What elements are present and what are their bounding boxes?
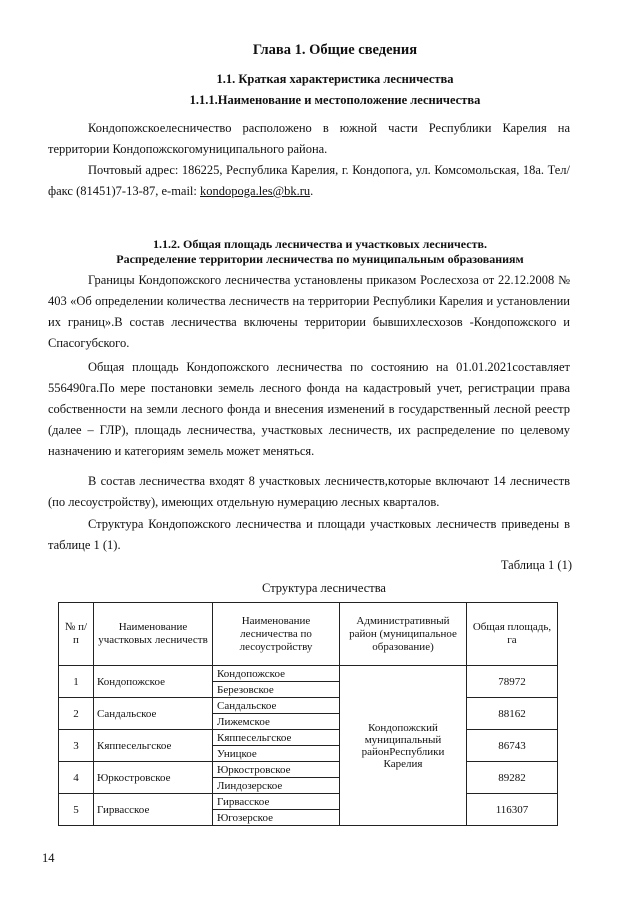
row-les: Сандальское (213, 698, 340, 714)
row-num: 4 (59, 762, 94, 794)
contact-suffix: . (310, 184, 314, 198)
table-label: Таблица 1 (1) (500, 558, 572, 572)
section-title: 1.1. Краткая характеристика лесничества (216, 72, 454, 86)
table-row (59, 666, 558, 682)
area-section-title (60, 237, 580, 267)
row-area: 116307 (467, 794, 558, 826)
page-number: 14 (42, 851, 55, 865)
row-area: 89282 (467, 762, 558, 794)
area-title-line-1: 1.1.2. Общая площадь лесничества и участковых лесничеств. (153, 237, 487, 251)
table-row (59, 762, 558, 778)
row-uch: Гирвасское (94, 794, 213, 826)
chapter-title: Глава 1. Общие сведения (252, 42, 418, 58)
row-les: Кяппесельгское (213, 730, 340, 746)
location-paragraph: Кондопожскоелесничество расположено в южной части Республики Карелия на территории Кондопожскогомуниципального района. (48, 121, 570, 156)
table-caption: Структура лесничества (262, 581, 386, 595)
row-area: 78972 (467, 666, 558, 698)
row-num: 5 (59, 794, 94, 826)
structure-paragraph: Структура Кондопожского лесничества и площади участковых лесничеств приведены в таблице 1 (1). (48, 517, 570, 552)
row-uch: Юркостровское (94, 762, 213, 794)
row-les: Линдозерское (213, 778, 340, 794)
table-row (59, 730, 558, 746)
row-les: Гирвасское (213, 794, 340, 810)
contact-paragraph (48, 160, 570, 202)
header-num: № п/п (59, 603, 94, 666)
row-num: 1 (59, 666, 94, 698)
table-row (59, 698, 558, 714)
header-les: Наименование лесничества по лесоустройству (213, 603, 340, 666)
row-les: Березовское (213, 682, 340, 698)
header-adm: Административный район (муниципальное образование) (340, 603, 467, 666)
row-les: Югозерское (213, 810, 340, 826)
row-num: 3 (59, 730, 94, 762)
table-header-row (59, 603, 558, 666)
row-area: 86743 (467, 730, 558, 762)
row-les: Лижемское (213, 714, 340, 730)
subsection-title: 1.1.1.Наименование и местоположение лесничества (189, 93, 481, 107)
total-area-paragraph: Общая площадь Кондопожского лесничества по состоянию на 01.01.2021составляет 556490га.По мере постановки земель лесного фонда на кадастровый учет, регистрации права собственности на земли лесного фонда и внесения изменений в государственный лесной реестр (далее – ГЛР), площадь лесничества, участковых лесничеств, их распределение по целевому назначению и категориям земель может меняться. (48, 360, 570, 458)
composition-paragraph: В состав лесничества входят 8 участковых лесничеств,которые включают 14 лесничеств (по лесоустройству), имеющих отдельную нумерацию лесных кварталов. (48, 474, 570, 509)
structure-table (58, 602, 558, 826)
admin-district-cell: Кондопожский муниципальный районРеспублики Карелия (340, 666, 467, 826)
row-les: Кондопожское (213, 666, 340, 682)
email-link[interactable]: kondopoga.les@bk.ru (200, 184, 311, 198)
header-area: Общая площадь, га (467, 603, 558, 666)
row-uch: Кяппесельгское (94, 730, 213, 762)
area-title-line-2: Распределение территории лесничества по муниципальным образованиям (116, 252, 524, 266)
row-uch: Кондопожское (94, 666, 213, 698)
contact-text: Почтовый адрес: 186225, Республика Карелия, г. Кондопога, ул. Комсомольская, 18а. Тел/факс (81451)7-13-87, e-mail: (48, 163, 570, 198)
table-row (59, 794, 558, 810)
row-les: Уницкое (213, 746, 340, 762)
row-uch: Сандальское (94, 698, 213, 730)
row-num: 2 (59, 698, 94, 730)
borders-paragraph: Границы Кондопожского лесничества установлены приказом Рослесхоза от 22.12.2008 № 403 «Об определении количества лесничеств на территории Республики Карелия и установлении их границ».В состав лесничества включены территории бывшихлесхозов -Кондопожского и Спасогубского. (48, 273, 570, 350)
header-uch: Наименование участковых лесничеств (94, 603, 213, 666)
row-area: 88162 (467, 698, 558, 730)
row-les: Юркостровское (213, 762, 340, 778)
